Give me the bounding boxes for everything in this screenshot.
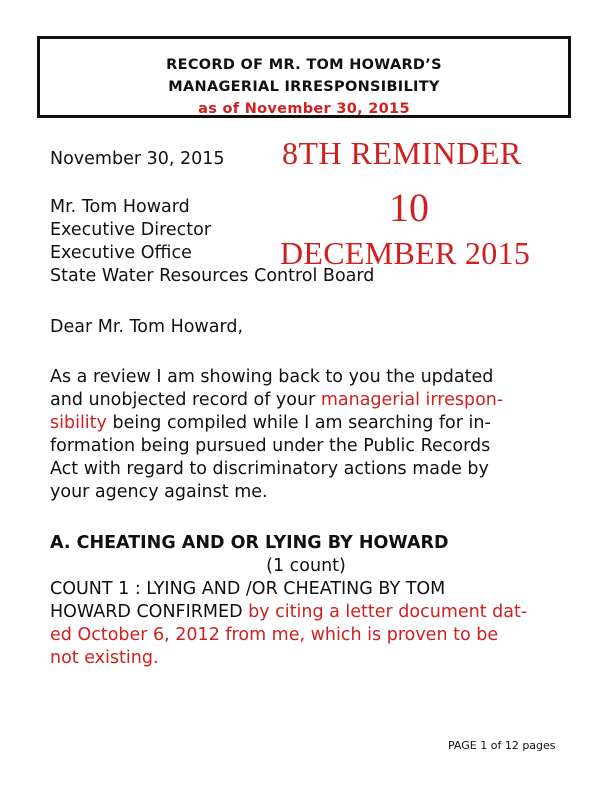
paragraph-line: As a review I am showing back to you the updated [50, 367, 494, 387]
paragraph-text: being compiled while I am searching for in- [106, 413, 491, 433]
recipient-title: Executive Director [50, 220, 212, 240]
count-1-block [50, 578, 527, 670]
page-number: PAGE 1 of 12 pages [448, 739, 556, 752]
section-a-heading: A. CHEATING AND OR LYING BY HOWARD [50, 533, 449, 553]
title-line-1: RECORD OF MR. TOM HOWARD’S [166, 57, 442, 73]
paragraph-line: formation being pursued under the Public Records [50, 436, 491, 456]
count-1-line: ed October 6, 2012 from me, which is proven to be [50, 625, 499, 645]
paragraph-text: and unobjected record of your [50, 390, 321, 410]
intro-paragraph [50, 366, 503, 504]
recipient-agency: State Water Resources Control Board [50, 266, 375, 286]
paragraph-line [50, 412, 503, 435]
title-line-2: MANAGERIAL IRRESPONSIBILITY [168, 79, 440, 95]
title-box [37, 36, 571, 118]
count-1-line: COUNT 1 : LYING AND /OR CHEATING BY TOM [50, 579, 446, 599]
title-date: as of November 30, 2015 [198, 101, 410, 117]
highlight-text: sibility [50, 413, 107, 433]
count-1-line: not existing. [50, 648, 159, 668]
paragraph-line [50, 389, 503, 412]
section-a-count: (1 count) [266, 556, 346, 576]
highlight-text: by citing a letter document dat- [248, 602, 528, 622]
recipient-block [50, 196, 374, 288]
highlight-text: managerial irrespon- [320, 390, 504, 410]
letter-date: November 30, 2015 [50, 149, 225, 169]
recipient-name: Mr. Tom Howard [50, 197, 190, 217]
reminder-stamp-line-1: 8TH REMINDER [282, 135, 522, 171]
recipient-office: Executive Office [50, 243, 192, 263]
paragraph-line: your agency against me. [50, 482, 268, 502]
reminder-stamp-line-2: 10 [389, 185, 429, 230]
count-1-text: HOWARD CONFIRMED [50, 602, 249, 622]
salutation: Dear Mr. Tom Howard, [50, 317, 244, 337]
paragraph-line: Act with regard to discriminatory actions made by [50, 459, 489, 479]
count-1-line [50, 601, 527, 624]
reminder-stamp-line-3: DECEMBER 2015 [280, 235, 531, 271]
